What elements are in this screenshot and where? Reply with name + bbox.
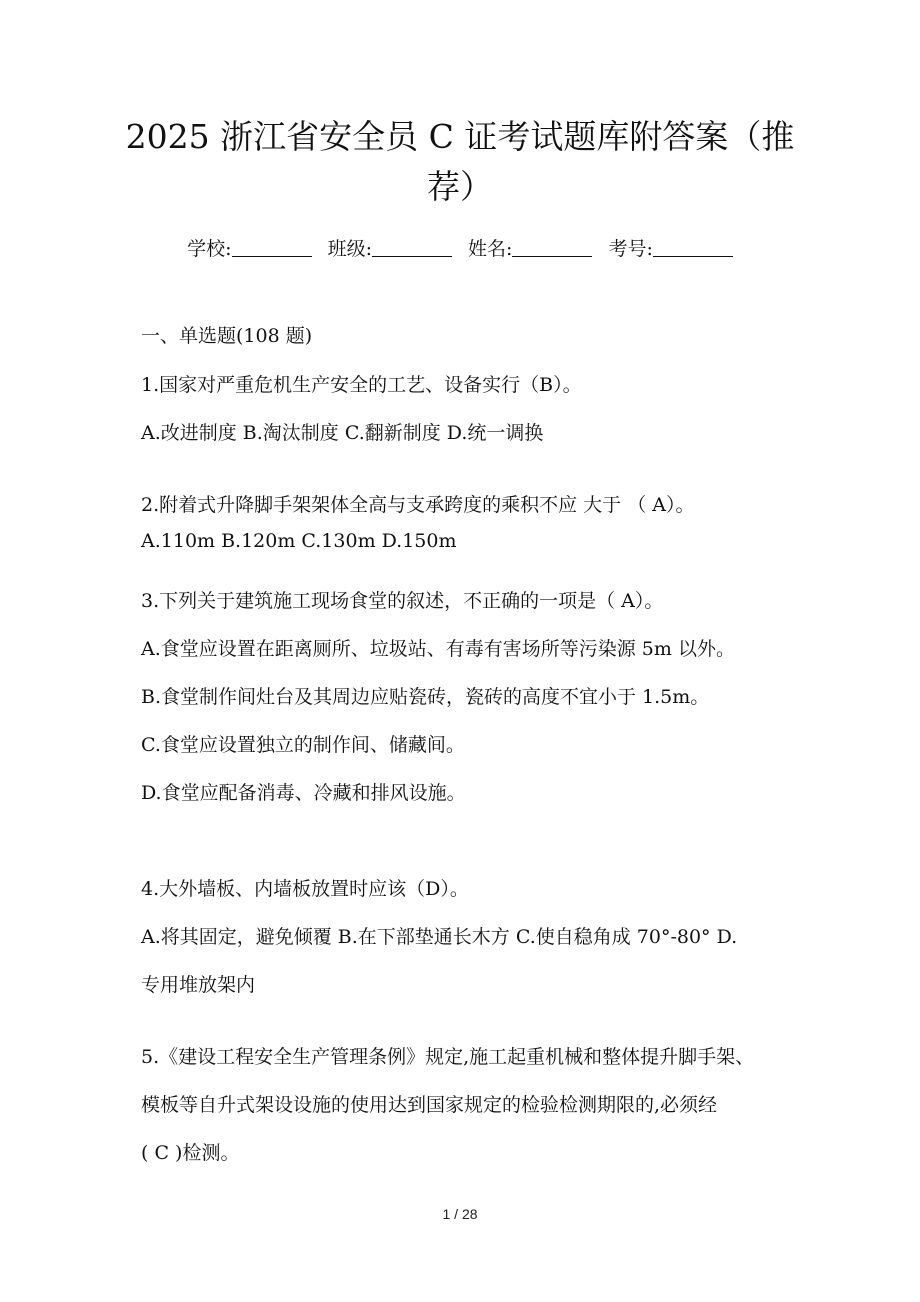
- title-line-2: 荐）: [427, 167, 493, 206]
- number-blank: [653, 238, 733, 257]
- question-2-options: A.110m B.120m C.130m D.150m: [141, 530, 457, 552]
- school-blank: [232, 238, 312, 257]
- number-label: 考号:: [608, 238, 653, 260]
- school-label: 学校:: [187, 238, 232, 260]
- question-4-stem: 4.大外墙板、内墙板放置时应该（D）。: [141, 878, 469, 900]
- class-label: 班级:: [327, 238, 372, 260]
- question-3-option-b: B.食堂制作间灶台及其周边应贴瓷砖，瓷砖的高度不宜小于 1.5m。: [141, 686, 710, 708]
- question-4-options-line-1: A.将其固定，避免倾覆 B.在下部垫通长木方 C.使自稳角成 70°-80° D.: [141, 926, 738, 948]
- question-2-stem: 2.附着式升降脚手架架体全高与支承跨度的乘积不应 大于 （ A）。: [141, 494, 695, 516]
- document-title: [120, 112, 800, 212]
- question-3-option-a: A.食堂应设置在距离厕所、垃圾站、有毒有害场所等污染源 5m 以外。: [141, 638, 735, 660]
- section-heading: 一、单选题(108 题): [141, 325, 313, 347]
- number-field: [608, 238, 732, 260]
- school-field: [187, 238, 317, 260]
- question-4-options-line-2: 专用堆放架内: [141, 974, 256, 996]
- name-label: 姓名:: [468, 238, 513, 260]
- name-blank: [512, 238, 592, 257]
- question-5-stem-line-1: 5.《建设工程安全生产管理条例》规定,施工起重机械和整体提升脚手架、: [141, 1046, 755, 1068]
- question-3-stem: 3.下列关于建筑施工现场食堂的叙述，不正确的一项是（ A）。: [141, 590, 664, 612]
- question-1-stem: 1.国家对严重危机生产安全的工艺、设备实行（B）。: [141, 374, 582, 396]
- title-line-1: 2025 浙江省安全员 C 证考试题库附答案（推: [125, 117, 795, 156]
- question-5-stem-line-3: ( C )检测。: [141, 1142, 240, 1164]
- question-1-options: A.改进制度 B.淘汰制度 C.翻新制度 D.统一调换: [141, 422, 544, 444]
- class-blank: [372, 238, 452, 257]
- question-3-option-d: D.食堂应配备消毒、冷藏和排风设施。: [141, 782, 466, 804]
- student-info-row: [0, 234, 920, 261]
- question-3-option-c: C.食堂应设置独立的制作间、储藏间。: [141, 734, 465, 756]
- question-5-stem-line-2: 模板等自升式架设设施的使用达到国家规定的检验检测期限的,必须经: [141, 1094, 718, 1116]
- name-field: [468, 238, 598, 260]
- page-number: 1 / 28: [442, 1206, 478, 1222]
- class-field: [328, 238, 458, 260]
